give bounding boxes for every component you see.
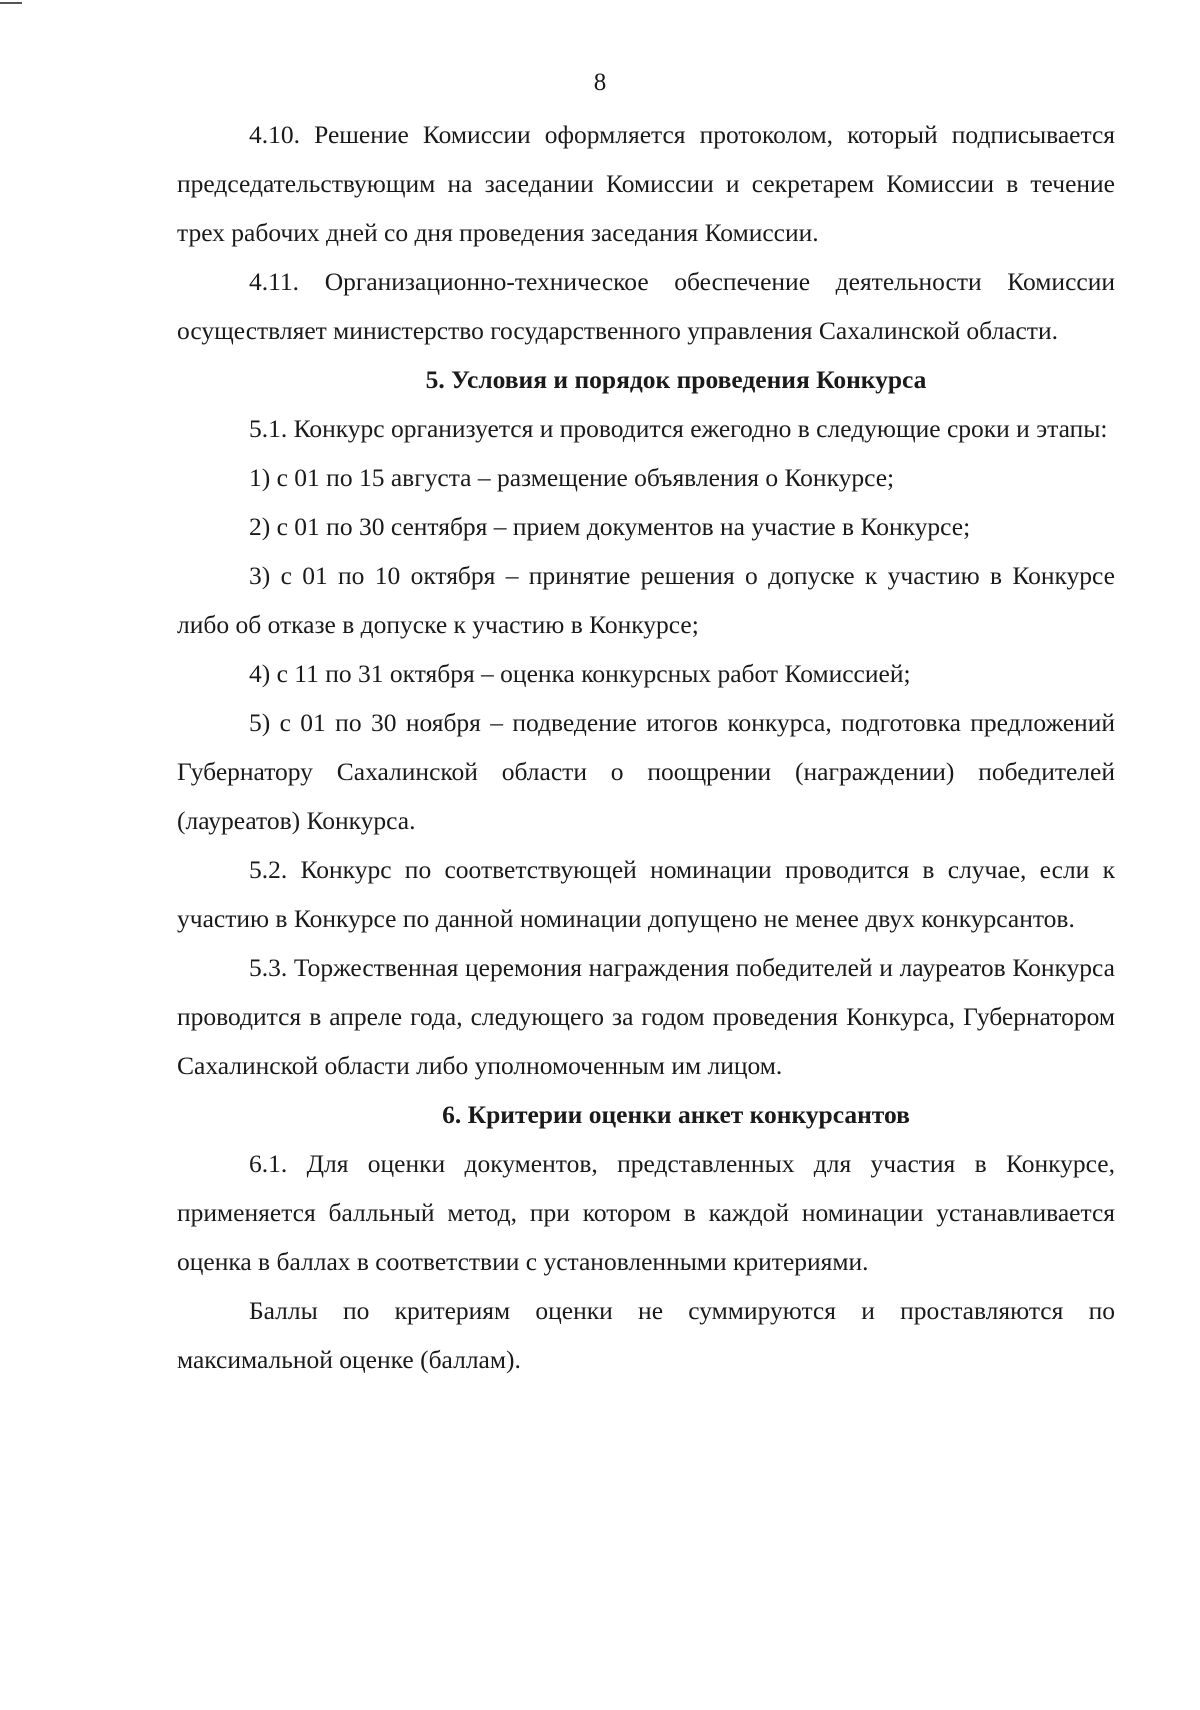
paragraph-6-1-note: Баллы по критериям оценки не суммируются и проставляются по максимальной оценке (баллам). [177, 1296, 1115, 1374]
stage-item-5: 5) с 01 по 30 ноября – подведение итогов конкурса, подготовка предложений Губернатору Сахалинской области о поощрении (награждении) победителей (лауреатов) Конкурса. [177, 708, 1115, 835]
document-body [177, 110, 1115, 1384]
scan-mark [0, 2, 22, 4]
stage-item-3: 3) с 01 по 10 октября – принятие решения о допуске к участию в Конкурсе либо об отказе в допуске к участию в Конкурсе; [177, 561, 1115, 639]
stage-item-4: 4) с 11 по 31 октября – оценка конкурсных работ Комиссией; [249, 659, 911, 688]
section-heading-6: 6. Критерии оценки анкет конкурсантов [442, 1100, 910, 1129]
paragraph-6-1: 6.1. Для оценки документов, представленных для участия в Конкурсе, применяется балльный метод, при котором в каждой номинации устанавливается оценка в баллах в соответствии с установленными критериями. [177, 1149, 1115, 1276]
page-number: 8 [593, 69, 607, 96]
stage-item-2: 2) с 01 по 30 сентября – прием документов на участие в Конкурсе; [249, 512, 971, 541]
paragraph-5-1: 5.1. Конкурс организуется и проводится ежегодно в следующие сроки и этапы: [249, 414, 1108, 443]
paragraph-4-11: 4.11. Организационно-техническое обеспечение деятельности Комиссии осуществляет министерство государственного управления Сахалинской области. [177, 267, 1115, 345]
stage-item-1: 1) с 01 по 15 августа – размещение объявления о Конкурсе; [249, 463, 895, 492]
paragraph-4-10: 4.10. Решение Комиссии оформляется протоколом, который подписывается председательствующим на заседании Комиссии и секретарем Комиссии в течение трех рабочих дней со дня проведения заседания Комиссии. [177, 120, 1115, 247]
paragraph-5-2: 5.2. Конкурс по соответствующей номинации проводится в случае, если к участию в Конкурсе по данной номинации допущено не менее двух конкурсантов. [177, 855, 1115, 933]
paragraph-5-3: 5.3. Торжественная церемония награждения победителей и лауреатов Конкурса проводится в апреле года, следующего за годом проведения Конкурса, Губернатором Сахалинской области либо уполномоченным им лицом. [177, 953, 1115, 1080]
section-heading-5: 5. Условия и порядок проведения Конкурса [425, 365, 927, 394]
